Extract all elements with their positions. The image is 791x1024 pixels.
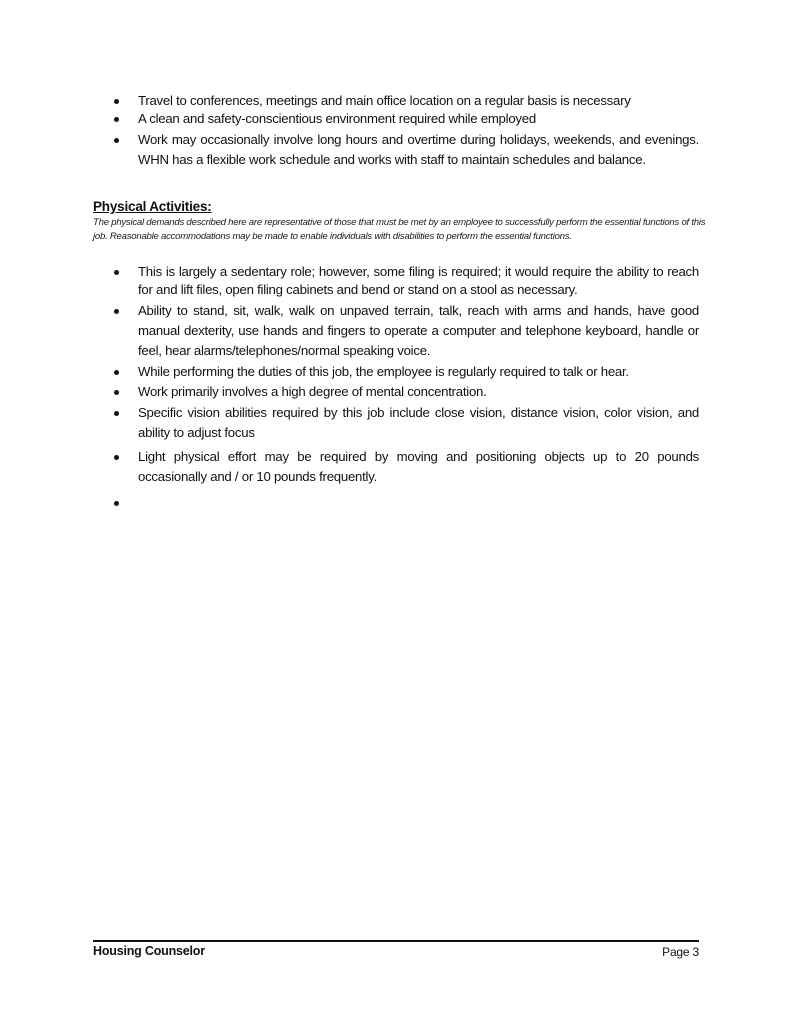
bullet-icon [114,370,119,375]
section-intro: The physical demands described here are representative of those that must be met by an employee to successfully perform the essential functions of this job. Reasonable accommodations may be made to enable individuals with disabilities to perform the essential functions. [93,217,706,242]
list-item-text: A clean and safety-conscientious environment required while employed [138,111,536,126]
bullet-icon [114,99,119,104]
section-heading: Physical Activities: [93,199,212,214]
list-item-text: This is largely a sedentary role; however, some filing is required; it would require the ability to reach for and lift files, open filing cabinets and bend or stand on a stool as necessary. [138,264,699,297]
list-item [93,110,699,128]
bullet-icon [114,390,119,395]
list-item-text: Ability to stand, sit, walk, walk on unpaved terrain, talk, reach with arms and hands, have good manual dexterity, use hands and fingers to operate a computer and telephone keyboard, handle or feel, hear alarms/telephones/normal speaking voice. [138,303,699,358]
bullet-icon [114,501,119,506]
bullet-icon [114,138,119,143]
list-item [93,301,699,361]
bullet-icon [114,411,119,416]
bullet-icon [114,455,119,460]
list-item-text: Work primarily involves a high degree of mental concentration. [138,384,487,399]
list-item-text: Travel to conferences, meetings and main office location on a regular basis is necessary [138,93,631,108]
list-item-text: Specific vision abilities required by this job include close vision, distance vision, color vision, and ability to adjust focus [138,405,699,440]
list-item [93,447,699,487]
bullet-icon [114,270,119,275]
physical-activities-list [93,263,699,513]
bullet-icon [114,117,119,122]
page-number: Page 3 [662,945,699,959]
requirements-list [93,92,699,170]
bullet-icon [114,309,119,314]
footer-divider [93,940,699,942]
list-item [93,383,699,401]
list-item [93,130,699,170]
list-item-text: Light physical effort may be required by moving and positioning objects up to 20 pounds occasionally and / or 10 pounds frequently. [138,449,699,484]
footer-title: Housing Counselor [93,944,205,958]
list-item-text [138,495,141,510]
list-item [93,363,699,381]
list-item [93,403,699,443]
list-item [93,92,699,110]
list-item-empty [93,493,699,513]
list-item-text: While performing the duties of this job, the employee is regularly required to talk or hear. [138,364,629,379]
list-item-text: Work may occasionally involve long hours and overtime during holidays, weekends, and evenings. WHN has a flexible work schedule and works with staff to maintain schedules and balance. [138,132,699,167]
list-item [93,263,699,299]
